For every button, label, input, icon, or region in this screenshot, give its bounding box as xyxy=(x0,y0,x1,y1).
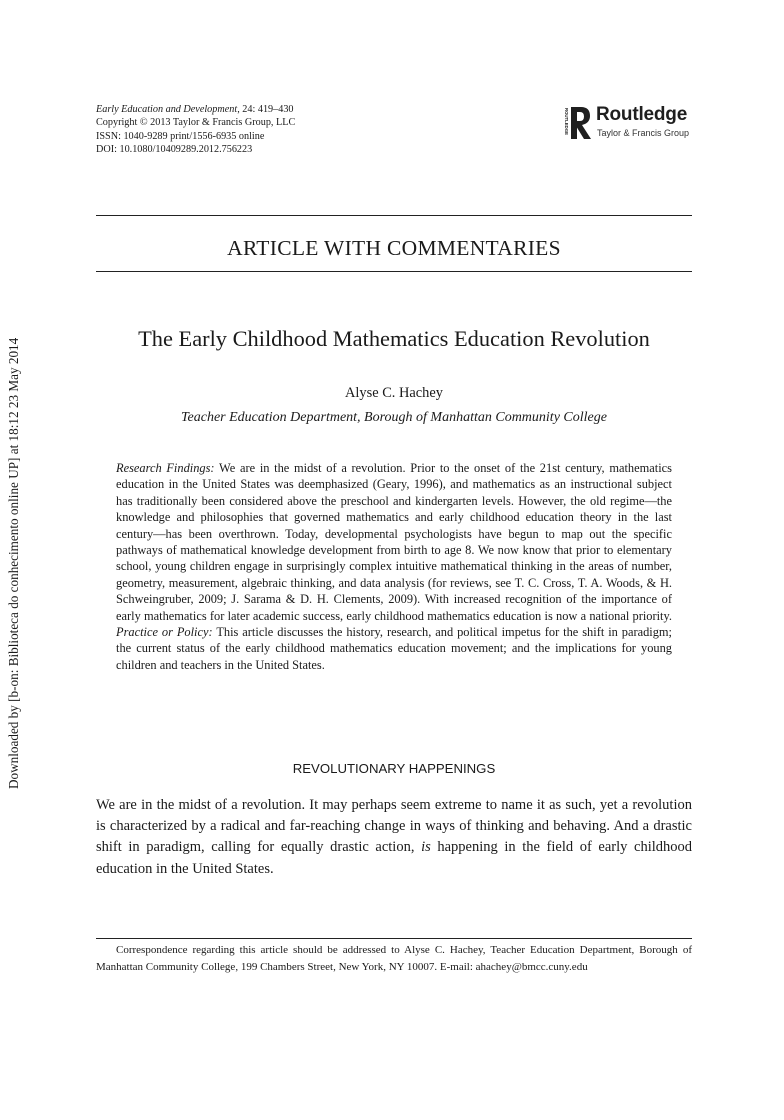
logo-vertical-text: ROUTLEDGE xyxy=(564,108,570,135)
findings-text: We are in the midst of a revolution. Prior to the onset of the 21st century, mathematics education in the United States was deemphasized (Geary, 1996), and mathematics as an instructional subject has traditionally been considered above the preschool and kindergarten levels. However, the old regime—the knowledge and philosophies that governed mathematics and early childhood education theory in the last century—has been overthrown. Today, developmental psychologists have begun to map out the specific pathways of mathematical knowledge development from birth to age 8. We now know that prior to elementary school, young children engage in surprisingly complex intuitive mathematical thinking in the areas of number, geometry, measurement, algebraic thinking, and data analysis (for reviews, see T. C. Cross, T. A. Woods, & H. Schweingruber, 2009; J. Sarama & D. H. Clements, 2009). With increased recognition of the importance of early mathematics for later academic success, early childhood mathematics education is now a national priority. xyxy=(116,461,672,623)
copyright-line: Copyright © 2013 Taylor & Francis Group, LLC xyxy=(96,117,296,129)
author-name: Alyse C. Hachey xyxy=(345,385,443,401)
issn-line: ISSN: 1040-9289 print/1556-6935 online xyxy=(96,130,265,142)
section-heading: REVOLUTIONARY HAPPENINGS xyxy=(292,761,496,776)
section-label: ARTICLE WITH COMMENTARIES xyxy=(227,236,561,260)
journal-citation xyxy=(96,103,295,116)
abstract xyxy=(116,460,672,673)
volume-pages: , 24: 419–430 xyxy=(237,104,294,115)
routledge-r-icon xyxy=(563,105,593,141)
publisher-group: Taylor & Francis Group xyxy=(597,128,690,138)
body-text-part1: We are in the midst of a revolution. It may perhaps seem extreme to name it as such, yet a revolution is characterized by a radical and far-reaching change in ways of thinking and behaving. And a drastic shift in paradigm, calling for equally drastic action, xyxy=(96,797,692,856)
body-paragraph xyxy=(96,795,692,880)
body-emphasis: is xyxy=(421,839,431,856)
publisher-name: Routledge xyxy=(596,104,688,125)
journal-name: Early Education and Development xyxy=(96,104,238,115)
findings-label: Research Findings: xyxy=(116,461,215,475)
doi-line: DOI: 10.1080/10409289.2012.756223 xyxy=(96,144,253,156)
article-title: The Early Childhood Mathematics Education Revolution xyxy=(138,326,650,351)
footnote-rule xyxy=(96,938,692,939)
correspondence-footnote: Correspondence regarding this article should be addressed to Alyse C. Hachey, Teacher Education Department, Borough of Manhattan Community College, 199 Chambers Street, New York, NY 10007. E-mail: ahachey@bmcc.cuny.edu xyxy=(96,944,692,973)
policy-text: This article discusses the history, research, and political impetus for the shift in paradigm; the current status of the early childhood mathematics education movement; and the implications for young children and teachers in the United States. xyxy=(116,625,673,672)
publisher-logo xyxy=(563,103,703,143)
top-rule xyxy=(96,215,692,216)
journal-metadata xyxy=(96,103,295,157)
section-rule xyxy=(96,271,692,272)
policy-label: Practice or Policy: xyxy=(116,625,213,640)
author-affiliation: Teacher Education Department, Borough of Manhattan Community College xyxy=(181,410,607,425)
body-text-part2: happening in the field of early childhood education in the United States. xyxy=(96,839,693,877)
download-watermark: Downloaded by [b-on: Biblioteca do conhecimento online UP] at 18:12 23 May 2014 xyxy=(6,337,21,789)
